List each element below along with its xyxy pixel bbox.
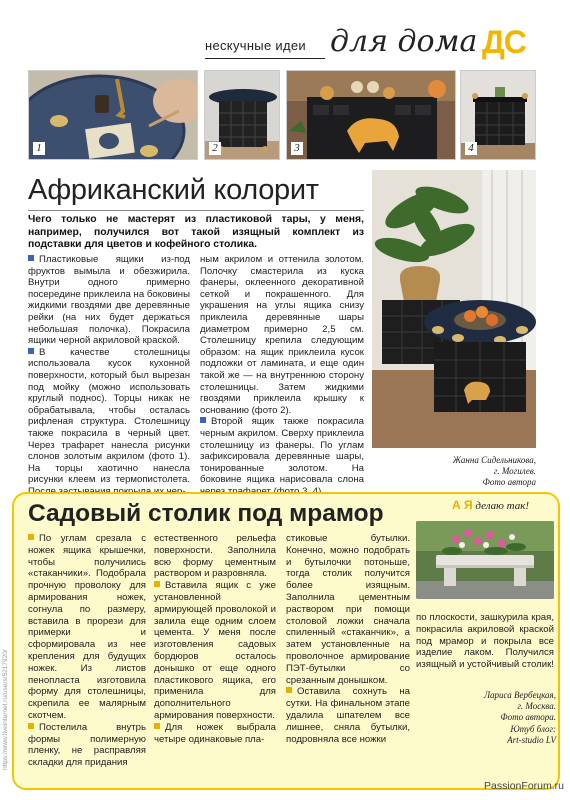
- paragraph-text: По углам срезала с ножек ящика крышечки, чтобы получились «стаканчики». Подобрала прочную проволоку для армирования ножек, согнула по размеру, вставила в прорези для примерки и сформировала из нее крепления для будущих ножек. Из листов пенопласта изготовила форму для столешницы, скрепила ее малярным скотчем.: [28, 533, 146, 721]
- article-lead: Чего только не мастерят из пластиковой тары, у меня, например, получился вот такой изящный комплект из подставки для цветов и кофейного столика.: [28, 214, 364, 250]
- bullet-icon: [286, 687, 292, 693]
- photo-number: 1: [33, 142, 45, 155]
- article-main-photo: [372, 170, 536, 448]
- paragraph: [416, 612, 554, 671]
- garden-photo-image: [416, 521, 554, 599]
- article-column-2: [200, 254, 364, 497]
- paragraph-text: Постелила внутрь формы полимерную пленку, не расправляя складки для придания: [28, 721, 146, 769]
- badge-text: делаю так!: [475, 500, 530, 512]
- photo-4: [460, 70, 536, 160]
- paragraph: [28, 347, 190, 498]
- paragraph: [154, 533, 276, 580]
- paragraph: [28, 533, 146, 722]
- bullet-icon: [28, 348, 34, 354]
- article-title: Африканский колорит: [28, 174, 319, 206]
- paragraph: [286, 686, 410, 745]
- photo-3-image: [287, 71, 456, 160]
- paragraph-text: Второй ящик также покрасила черным акрилом. Сверху приклеила столешницу из фанеры. По углам зафиксировала деревянные шары, тонированные золотом. На боковине ящика нарисовала слона: [200, 416, 364, 486]
- paragraph-text: Для ножек выбрала четыре одинаковые пла-: [154, 721, 276, 745]
- kicker-underline: [205, 58, 325, 59]
- sign-credit: Фото автора.: [500, 712, 556, 723]
- caption-credit: Фото автора: [482, 477, 536, 487]
- article-column-1: [28, 254, 190, 497]
- main-photo-image: [372, 170, 536, 448]
- garden-title: Садовый столик под мрамор: [28, 500, 384, 527]
- photo-number: 4: [465, 142, 477, 155]
- photo-caption: [430, 455, 536, 488]
- paragraph-text: стиковые бутылки. Конечно, можно подобрать и бутылочки потоньше, тогда столик получится более изящным. Заполнила цементным раствором при помощи столовой ложки сначала спиленный «стаканчик», а затем установленные на проволочное армирование ПЭТ-бутылки со срезанным донышком.: [286, 533, 410, 686]
- title-divider: [28, 210, 364, 211]
- photo-number: 3: [291, 142, 303, 155]
- paragraph: [28, 254, 190, 347]
- paragraph: [200, 416, 364, 497]
- garden-column-3: [286, 533, 410, 745]
- paragraph: [200, 254, 364, 416]
- magazine-logo: ДС: [482, 24, 526, 60]
- paragraph-text: Пластиковые ящики из-под фруктов вымыла и обезжирила. Внутри одного примерно посередине приклеила на боковины жидкими гвоздями две деревянные рейки (на них будет держаться небольшая полочка). Покрасила ящики черной акриловой краской.: [28, 254, 190, 347]
- sign-city: г. Москва.: [517, 701, 556, 712]
- paragraph-text: ным акрилом и оттенила золотом. Полочку смастерила из куска фанеры, оклеенного декоративной сеткой и покрашенного. Для украшения на углы ящика снизу приклеила деревянные шары диаметром примерно 2,5 см. Столешницу крепила следующим образом: на ящик приклеила кусок подложки от ламината, и еще один такой же — на внутреннюю сторону столешницы. Затем жидкими гвоздями приклеила крышку к основанию (фото 2).: [200, 254, 364, 416]
- paragraph: [154, 722, 276, 746]
- bullet-icon: [154, 723, 160, 729]
- site-watermark: PassionForum.ru: [484, 780, 564, 792]
- photo-1: [28, 70, 198, 160]
- paragraph-text: В качестве столешницы использовала кусок кухонной поверхности, который был вырезан под мойку (можно использовать круглый поднос). Торцы никак не обрабатывала, чтобы осталась рифленая структура. Столешницу также покрасила в черный цвет. Через трафарет нанесла рисунки слонов золотым акрилом (фото 1). На торцы хаотично нанесла рисунки клеем из термопистолета.: [28, 346, 190, 486]
- sign-blog-label: Ютуб блог:: [510, 723, 556, 734]
- caption-author: Жанна Сидельникова,: [452, 455, 536, 465]
- section-title: для дома: [330, 24, 478, 59]
- section-kicker: нескучные идеи: [205, 38, 306, 53]
- photo-3: [286, 70, 456, 160]
- sign-blog-name: Art-studio LV: [507, 734, 556, 745]
- paragraph: [286, 533, 410, 686]
- bullet-icon: [28, 723, 34, 729]
- garden-column-1: [28, 533, 146, 769]
- paragraph-text: естественного рельефа поверхности. Заполнила всю форму цементным раствором и разровняла.: [154, 533, 276, 580]
- paragraph: [154, 580, 276, 722]
- sign-author: Лариса Вербецкая,: [483, 690, 556, 700]
- caption-city: г. Могилев.: [493, 466, 536, 476]
- paragraph-text: Вставила ящик с уже установленной армирующей проволокой и залила еще одним слоем цемента. У меня после изготовления садовых бордюров осталось донышко от еще одного пластикового ящика, его применила для дополнительного армирования поверхности.: [154, 580, 276, 721]
- rubric-badge: [452, 498, 529, 512]
- badge-letters: А Я: [452, 498, 473, 512]
- garden-column-2: [154, 533, 276, 745]
- photo-2: [204, 70, 280, 160]
- photo-number: 2: [209, 142, 221, 155]
- bullet-icon: [154, 581, 160, 587]
- author-signature: [440, 690, 556, 746]
- garden-table-photo: [416, 521, 554, 599]
- paragraph: [28, 722, 146, 769]
- bullet-icon: [28, 534, 34, 540]
- photo-1-image: [29, 71, 198, 160]
- bullet-icon: [200, 417, 206, 423]
- garden-column-4: [416, 612, 554, 671]
- paragraph-text: по плоскости, зашкурила края, покрасила акриловой краской под мрамор и покрыла все изделие лаком. Получился изящный и устойчивый столик!: [416, 612, 554, 671]
- paragraph-text: Оставила сохнуть на сутки. На финальном этапе удалила шпателем все лишнее, сняла бутылки, подровняла все ножки: [286, 686, 410, 745]
- bullet-icon: [28, 255, 34, 261]
- side-url: https://www.liveinternet.ru/users/5217920/: [2, 649, 9, 770]
